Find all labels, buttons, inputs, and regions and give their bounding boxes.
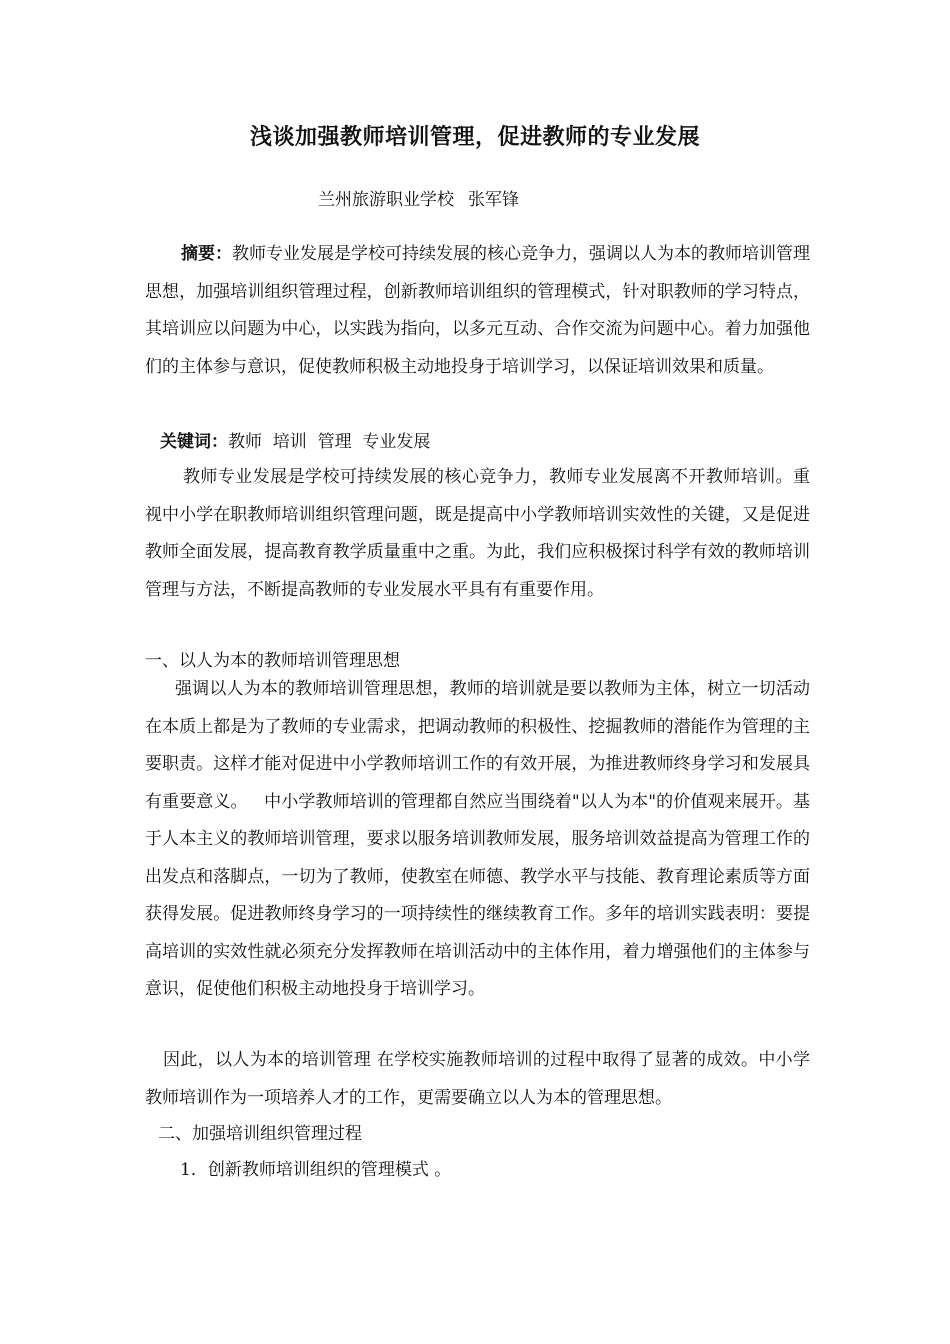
- author-school: 兰州旅游职业学校: [318, 190, 454, 210]
- abstract-label: 摘要：: [181, 244, 232, 264]
- abstract-paragraph: [145, 236, 810, 386]
- section2-heading: 二、加强培训组织管理过程: [158, 1124, 362, 1144]
- author-name: 张军锋: [468, 190, 519, 210]
- section1-heading: 一、以人为本的教师培训管理思想: [145, 651, 400, 671]
- keywords-line: [160, 424, 430, 462]
- abstract-text: 教师专业发展是学校可持续发展的核心竞争力，强调以人为本的教师培训管理思想，加强培训组织管理过程，创新教师培训组织的管理模式，针对职教师的学习特点，其培训应以问题为中心，以实践为指向，以多元互动、合作交流为问题中心。着力加强他们的主体参与意识，促使教师积极主动地投身于培训学习，以保证培训效果和质量。: [145, 244, 810, 377]
- section2-subheading: 1．创新教师培训组织的管理模式 。: [180, 1160, 452, 1180]
- intro-paragraph: 教师专业发展是学校可持续发展的核心竞争力，教师专业发展离不开教师培训。重视中小学在职教师培训组织管理问题，既是提高中小学教师培训实效性的关键，又是促进教师全面发展，提高教育教学质量重中之重。为此，我们应积极探讨科学有效的教师培训管理与方法，不断提高教师的专业发展水平具有有重要作用。: [145, 467, 810, 600]
- section1-conclusion: 因此，以人为本的培训管理 在学校实施教师培训的过程中取得了显著的成效。中小学教师培训作为一项培养人才的工作，更需要确立以人为本的管理思想。: [145, 1050, 810, 1108]
- author-byline: [318, 185, 519, 210]
- keywords-text: 教师 培训 管理 专业发展: [228, 432, 431, 452]
- keywords-label: 关键词：: [160, 432, 228, 452]
- document-title: 浅谈加强教师培训管理，促进教师的专业发展: [249, 125, 700, 150]
- section1-paragraph: 强调以人为本的教师培训管理思想，教师的培训就是要以教师为主体，树立一切活动在本质上都是为了教师的专业需求，把调动教师的积极性、挖掘教师的潜能作为管理的主要职责。这样才能对促进中小学教师培训工作的有效开展，为推进教师终身学习和发展具有重要意义。 中小学教师培训的管理都自然应当围绕着"以人为本"的价值观来展开。基于人本主义的教师培训管理，要求以服务培训教师发展，服务培训效益提高为管理工作的出发点和落脚点，一切为了教师，使教室在师德、教学水平与技能、教育理论素质等方面获得发展。促进教师终身学习的一项持续性的继续教育工作。多年的培训实践表明：要提高培训的实效性就必须充分发挥教师在培训活动中的主体作用，着力增强他们的主体参与意识，促使他们积极主动地投身于培训学习。: [145, 679, 810, 999]
